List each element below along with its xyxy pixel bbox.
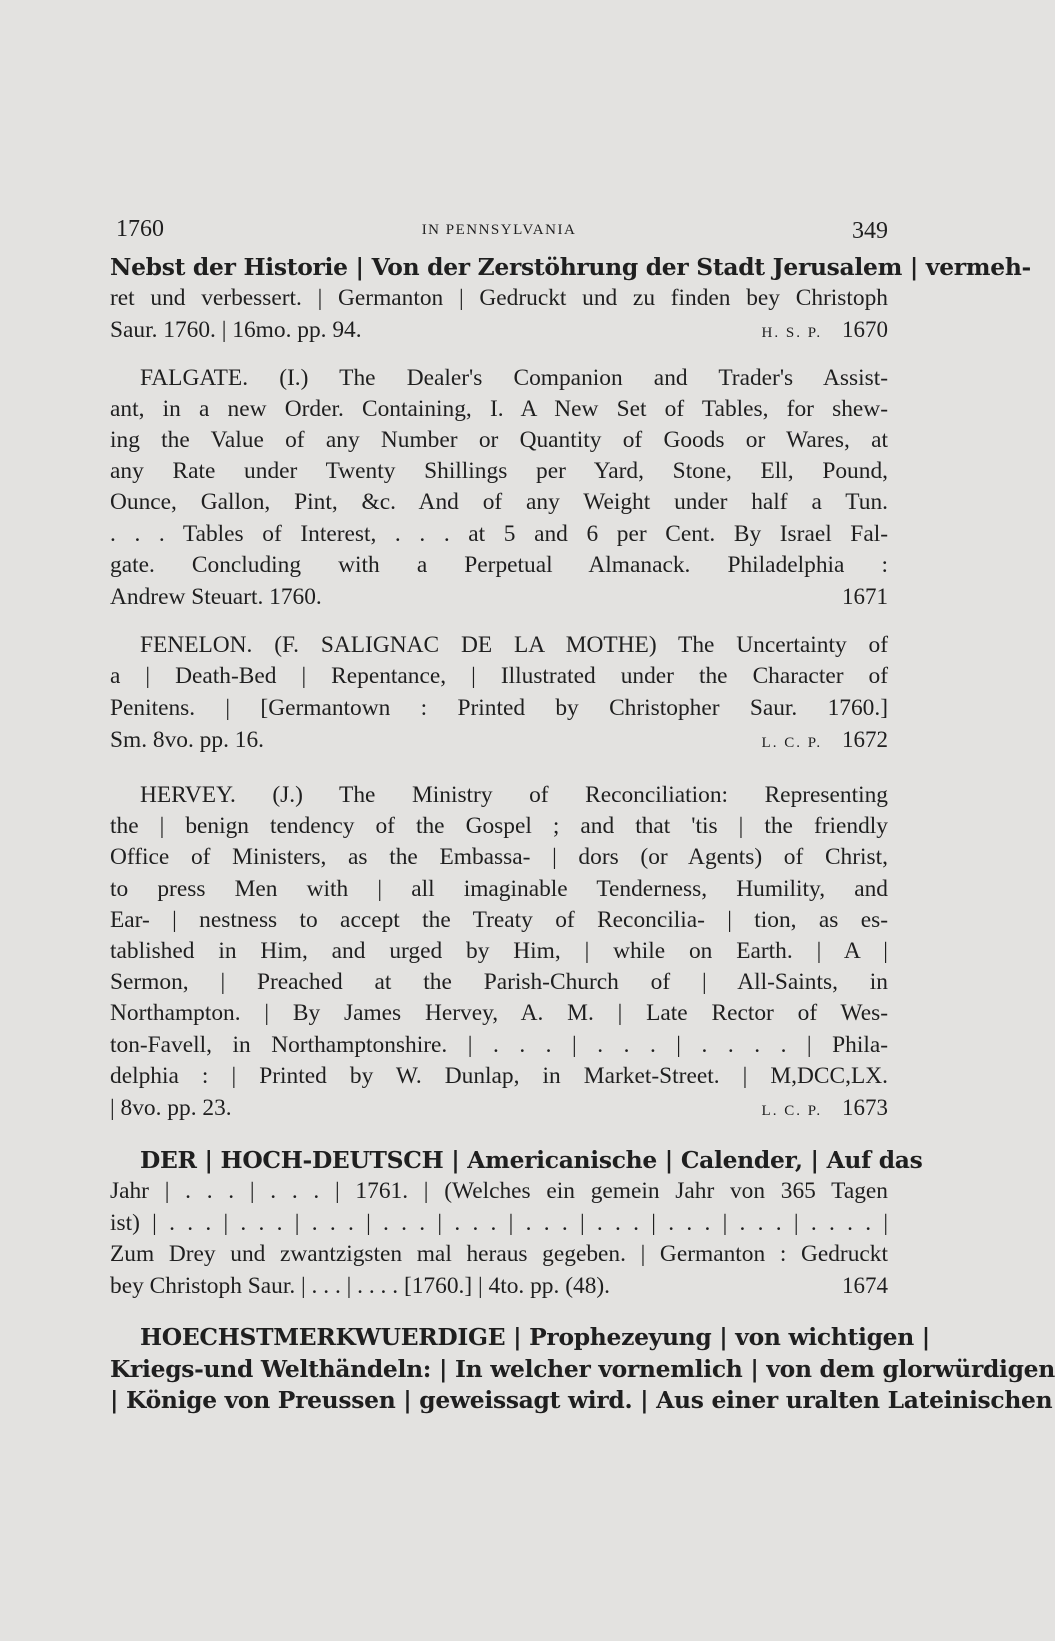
entry-line: ist) | . . . | . . . | . . . | . . . | . . . | . . . | . . . | . . . | . . . | . . . . | (110, 1209, 888, 1236)
entry-line: Andrew Steuart. 1760. (110, 584, 322, 611)
entry-line: Penitens. | [Germantown : Printed by Christopher Saur. 1760.] (110, 694, 888, 721)
entry-line: to press Men with | all imaginable Tenderness, Humility, and (110, 875, 888, 902)
entry-line: | Könige von Preussen | geweissagt wird. | Aus einer uralten Lateinischen (110, 1385, 1053, 1414)
entry-line: the | benign tendency of the Gospel ; and that 'tis | the friendly (110, 813, 888, 840)
book-page (110, 212, 1055, 1416)
entry-ref (762, 724, 888, 759)
entry-line: | 8vo. pp. 23. (110, 1095, 232, 1122)
running-head (110, 212, 888, 252)
entry-line: Nebst der Historie | Von der Zerstöhrung der Stadt Jerusalem | vermeh- (110, 253, 1031, 281)
entry-number: 1672 (842, 726, 888, 752)
entry-line: delphia : | Printed by W. Dunlap, in Market-Street. | M,DCC,LX. (110, 1062, 888, 1089)
entry-line: ton-Favell, in Northamptonshire. | . . . | . . . | . . . . | Phila- (110, 1031, 888, 1058)
entry-line: Northampton. | By James Hervey, A. M. | Late Rector of Wes- (110, 1000, 888, 1027)
entry-line: bey Christoph Saur. | . . . | . . . . [1760.] | 4to. pp. (48). (110, 1273, 611, 1300)
entry-line: ant, in a new Order. Containing, I. A New Set of Tables, for shew- (110, 395, 888, 422)
page-number: 349 (852, 218, 888, 244)
entry-ref (842, 581, 888, 613)
entry-1674 (110, 1145, 923, 1302)
entry-line: DER | HOCH-DEUTSCH | Americanische | Calender, | Auf das (140, 1146, 923, 1175)
entry-ref (762, 314, 888, 349)
entry-line: Office of Ministers, as the Embassa- | dors (or Agents) of Christ, (110, 844, 888, 871)
header-year: 1760 (116, 216, 164, 242)
entry-line: Zum Drey und zwantzigsten mal heraus gegeben. | Germanton : Gedruckt (110, 1240, 888, 1267)
entry-line: Saur. 1760. | 16mo. pp. 94. (110, 317, 362, 344)
library-location: L. C. P. (761, 734, 823, 751)
entry-line: ing the Value of any Number or Quantity of Goods or Wares, at (110, 427, 888, 454)
entry-line: Sermon, | Preached at the Parish-Church of | All-Saints, in (110, 969, 888, 996)
entry-line-last (110, 1270, 888, 1302)
entry-number: 1671 (842, 584, 888, 610)
library-location: H. S. P. (761, 325, 823, 342)
entry-1670 (110, 252, 1031, 350)
entry-continuing (110, 1322, 1055, 1416)
entry-line: any Rate under Twenty Shillings per Yard, Stone, Ell, Pound, (110, 458, 888, 485)
entry-number: 1673 (842, 1095, 888, 1121)
entry-line: HERVEY. (J.) The Ministry of Reconciliation: Representing (140, 782, 888, 809)
entry-line: a | Death-Bed | Repentance, | Illustrated under the Character of (110, 663, 888, 690)
entry-line: Ounce, Gallon, Pint, &c. And of any Weight under half a Tun. (110, 489, 888, 516)
entry-ref (842, 1270, 888, 1302)
entry-line: gate. Concluding with a Perpetual Almanack. Philadelphia : (110, 551, 888, 578)
entry-line: Ear- | nestness to accept the Treaty of Reconcilia- | tion, as es- (110, 906, 888, 933)
entry-line-last (110, 724, 888, 759)
entry-line: Sm. 8vo. pp. 16. (110, 726, 265, 753)
entry-1673 (110, 780, 888, 1127)
header-title: IN PENNSYLVANIA (421, 222, 577, 238)
entry-1672 (110, 630, 888, 759)
entry-line: tablished in Him, and urged by Him, | while on Earth. | A | (110, 938, 888, 965)
entry-line: FENELON. (F. SALIGNAC DE LA MOTHE) The Uncertainty of (140, 632, 888, 659)
entry-line-last (110, 1092, 888, 1127)
entry-1671 (110, 363, 888, 614)
entry-number: 1670 (842, 317, 888, 343)
entry-number: 1674 (842, 1273, 888, 1299)
entry-line: FALGATE. (I.) The Dealer's Companion and Trader's Assist- (140, 364, 888, 391)
entry-line: HOECHSTMERKWUERDIGE | Prophezeyung | von wichtigen | (140, 1323, 931, 1352)
entry-line: ret und verbessert. | Germanton | Gedruckt und zu finden bey Christoph (110, 285, 888, 312)
entry-line-last (110, 314, 888, 349)
library-location: L. C. P. (761, 1103, 823, 1120)
entry-line: Jahr | . . . | . . . | 1761. | (Welches ein gemein Jahr von 365 Tagen (110, 1178, 888, 1205)
entry-ref (762, 1092, 888, 1127)
entry-line: . . . Tables of Interest, . . . at 5 and 6 per Cent. By Israel Fal- (110, 520, 888, 547)
entry-line: Kriegs-und Welthändeln: | In welcher vornemlich | von dem glorwürdigen (110, 1354, 1055, 1383)
entry-line-last (110, 581, 888, 613)
